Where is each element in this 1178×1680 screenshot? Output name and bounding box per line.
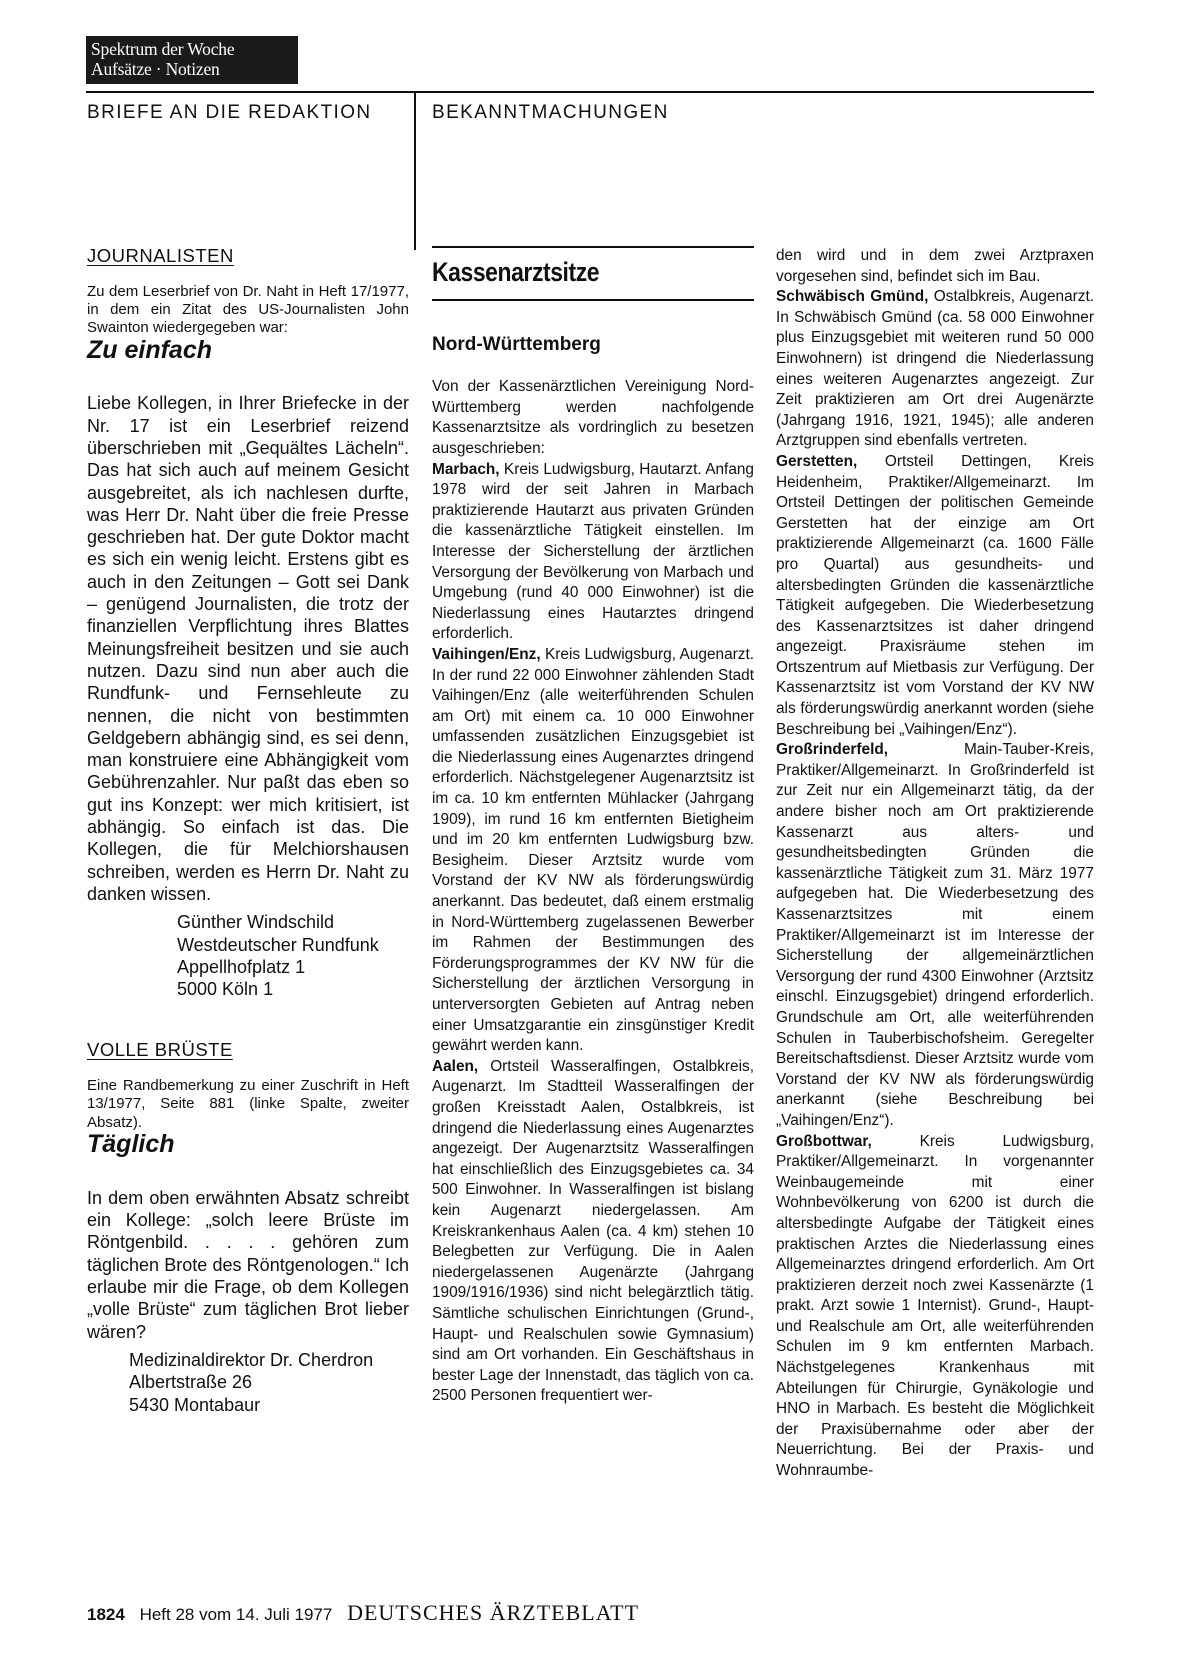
letter2-signature [129, 1349, 409, 1416]
signature-street: Albertstraße 26 [129, 1372, 253, 1393]
region-heading: Nord-Württemberg [432, 333, 601, 355]
notice-entry: Marbach, Kreis Ludwigsburg, Hautarzt. Anfang 1978 wird der seit Jahren in Marbach praktizierende Hautarzt aus privaten Gründen die kassenärztliche Tätigkeit einstellen. Im Interesse der Sicherstellung der ärztlichen Versorgung der Bevölkerung von Marbach und Umgebung (rund 40 000 Einwohner) ist die Niederlassung eines Hautarztes dringend erforderlich. [432, 460, 754, 643]
title-rule-top [432, 246, 754, 248]
rubric-journalisten: JOURNALISTEN [87, 245, 234, 266]
notice-title: Kassenarztsitze [432, 257, 600, 287]
page-number: 1824 [87, 1605, 125, 1624]
rubric-volle-brueste: VOLLE BRÜSTE [87, 1039, 233, 1061]
letter1-title: Zu einfach [87, 335, 213, 364]
notices-column-2 [776, 246, 1094, 1482]
notice-entry: Gerstetten, Ortsteil Dettingen, Kreis Heidenheim, Praktiker/Allgemeinarzt. Im Ortsteil Dettingen der politischen Gemeinde Gerstetten hat der einzige am Ort praktizierende Allgemeinarzt (ca. 1600 Fälle pro Quartal) aus gesundheits- und altersbedingten Gründen die kassenärztliche Tätigkeit aufgegeben. Die Wiederbesetzung des Kassenarztsitzes ist daher dringend angezeigt. Praxisräume stehen im Ortszentrum auf Mietbasis zur Verfügung. Der Kassenarztsitz ist vom Vorstand der KV NW als förderungswürdig anerkannt worden (siehe Beschreibung bei „Vaihingen/Enz“). [776, 452, 1094, 738]
header-divider [414, 91, 416, 250]
letter1-intro: Zu dem Leserbrief von Dr. Naht in Heft 17/1977, in dem ein Zitat des US-Journalisten John Swainton wiedergegeben war: [87, 282, 409, 337]
letter2-intro: Eine Randbemerkung zu einer Zuschrift in Heft 13/1977, Seite 881 (linke Spalte, zweiter Absatz). [87, 1077, 409, 1131]
signature-city: 5430 Montabaur [129, 1394, 261, 1415]
letter1-body: Liebe Kollegen, in Ihrer Briefecke in der Nr. 17 ist ein Leserbrief reizend überschrieben mit „Gequältes Lächeln“. Das hat sich auch auf meinem Gesicht ausgebreitet, als ich nachlesen durfte, was Herr Dr. Naht über die freie Presse geschrieben hat. Der gute Doktor macht es sich ein wenig leicht. Erstens gibt es auch in den Zeitungen – Gott sei Dank – genügend Journalisten, die trotz der finanziellen Verpflichtung ihres Blattes Meinungsfreiheit besitzen und sie auch nutzen. Dazu sind nun aber auch die Rundfunk- und Fernsehleute zu nennen, die nicht von bestimmten Geldgebern abhängig sind, es sei denn, man konstruiere eine Abhängigkeit vom Gebührenzahler. Nur paßt das eben so gut ins Konzept: wer mich kritisiert, ist abhängig. So einfach ist das. Die Kollegen, die für Melchiorshausen schreiben, werden es Herrn Dr. Naht zu danken wissen. [87, 393, 409, 904]
section-tag [86, 36, 298, 84]
publication-name: DEUTSCHES ÄRZTEBLATT [347, 1600, 640, 1625]
section-tag-line2: Aufsätze · Notizen [91, 59, 220, 79]
letters-column [87, 246, 409, 1416]
signature-name: Medizinaldirektor Dr. Cherdron [129, 1349, 374, 1370]
title-rule-bottom [432, 299, 754, 301]
notice-entry: Großbottwar, Kreis Ludwigsburg, Praktiker/Allgemeinarzt. In vorgenannter Weinbaugemeinde mit einer Wohnbevölkerung von 6200 ist durch die altersbedingte Aufgabe der Tätigkeit eines praktischen Arztes die Niederlassung eines Allgemeinarztes dringend erforderlich. Am Ort praktizieren derzeit noch zwei Kassenärzte (1 prakt. Arzt sowie 1 Internist). Grund-, Haupt- und Realschule am Ort, alle weiterführenden Schulen im 9 km entfernten Marbach. Nächstgelegenes Krankenhaus mit Abteilungen für Chirurgie, Gynäkologie und HNO in Marbach. Es besteht die Möglichkeit der Praxisübernahme oder aber der Neuerrichtung. Bei der Praxis- und Wohnraumbe- [776, 1132, 1094, 1480]
letter2-title: Täglich [87, 1130, 175, 1159]
top-rule [86, 91, 1094, 93]
notice-intro: Von der Kassenärztlichen Vereinigung Nord-Württemberg werden nachfolgende Kassenarztsitze als vordringlich zu besetzen ausgeschrieben: [432, 378, 754, 457]
section-heading-letters: BRIEFE AN DIE REDAKTION [87, 102, 372, 123]
issue-info: Heft 28 vom 14. Juli 1977 [139, 1605, 333, 1624]
signature-street: Appellhofplatz 1 [177, 956, 306, 977]
notice-entry: Aalen, Ortsteil Wasseralfingen, Ostalbkreis, Augenarzt. Im Stadtteil Wasseralfingen der großen Kreisstadt Aalen, Ostalbkreis, ist dringend die Niederlassung eines Augenarztes angezeigt. Der Augenarztsitz Wasseralfingen hat einschließlich des Einzugsgebietes ca. 34 500 Einwohner. In Wasseralfingen ist bislang kein Augenarzt niedergelassen. Am Kreiskrankenhaus Aalen (ca. 4 km) stehen 10 Belegbetten zur Verfügung. Die in Aalen niedergelassenen Augenärzte (Jahrgang 1909/1916/1936) sind nicht belegärztlich tätig. Sämtliche schulischen Einrichtungen (Grund-, Haupt- und Realschulen sowie Gymnasium) sind am Ort vorhanden. Ein Geschäftshaus in bester Lage der Innenstadt, das täglich von ca. 2500 Personen frequentiert wer- [432, 1057, 754, 1405]
signature-city: 5000 Köln 1 [177, 979, 274, 1000]
notice-entry: Großrinderfeld, Main-Tauber-Kreis, Praktiker/Allgemeinarzt. In Großrinderfeld ist zur Zeit nur ein Allgemeinarzt tätig, da der andere bisher noch am Ort praktizierende Kassenarzt aus alters- und gesundheitsbedingten Gründen die kassenärztliche Tätigkeit zum 31. März 1977 aufgegeben hat. Die Wiederbesetzung des Kassenarztsitzes mit einem Praktiker/Allgemeinarzt ist im Interesse der Sicherstellung der allgemeinärztlichen Versorgung der rund 4300 Einwohner (Arztsitz einschl. Einzugsgebiet) dringend erforderlich. Grundschule am Ort, alle weiterführenden Schulen in Tauberbischofsheim. Geregelter Bereitschaftsdienst. Dieser Arztsitz wurde vom Vorstand der KV NW als förderungswürdig anerkannt (siehe Beschreibung bei „Vaihingen/Enz“). [776, 741, 1094, 1129]
letter1-signature [177, 911, 409, 1000]
signature-name: Günther Windschild [177, 912, 335, 933]
signature-affiliation: Westdeutscher Rundfunk [177, 934, 379, 955]
letter2-body: In dem oben erwähnten Absatz schreibt ein Kollege: „solch leere Brüste im Röntgenbild. . . . . gehören zum täglichen Brote des Röntgenologen.“ Ich erlaube mir die Frage, ob dem Kollegen „volle Brüste“ zum täglichen Brot lieber wären? [87, 1187, 409, 1342]
section-heading-notices: BEKANNTMACHUNGEN [432, 102, 669, 123]
notice-entry: Vaihingen/Enz, Kreis Ludwigsburg, Augenarzt. In der rund 22 000 Einwohner zählenden Stadt Vaihingen/Enz (alle weiterführenden Schulen am Ort) mit einem ca. 10 000 Einwohner umfassenden zusätzlichen Einzugsgebiet ist die Niederlassung eines Augenarztes dringend erforderlich. Nächstgelegener Augenarztsitz ist im ca. 10 km entfernten Mühlacker (Jahrgang 1909), im rund 16 km entfernten Bietigheim und im 20 km entfernten Ludwigsburg bzw. Besigheim. Dieser Arztsitz wurde vom Vorstand der KV NW als förderungswürdig anerkannt. Das bedeutet, daß einem erstmalig in Nord-Württemberg zugelassenen Bewerber im Rahmen der Bestimmungen des Förderungsprogrammes der KV NW für die Sicherstellung der ärztlichen Versorgung in unterversorgten Gebieten auf Antrag neben einer Umsatzgarantie ein zinsgünstiger Kredit gewährt werden kann. [432, 645, 754, 1055]
page-footer [87, 1600, 639, 1626]
notices-column-1 [432, 246, 754, 1407]
notice-continuation: den wird und in dem zwei Arztpraxen vorgesehen sind, befindet sich im Bau. [776, 247, 1094, 285]
section-tag-line1: Spektrum der Woche [91, 39, 235, 59]
notice-entry: Schwäbisch Gmünd, Ostalbkreis, Augenarzt. In Schwäbisch Gmünd (ca. 58 000 Einwohner plus Einzugsgebiet mit weiteren rund 50 000 Einwohnern) ist dringend die Niederlassung eines weiteren Augenarztes angezeigt. Zur Zeit praktizieren am Ort drei Augenärzte (Jahrgang 1916, 1921, 1945); alle anderen Arztgruppen sind ebenfalls vertreten. [776, 288, 1094, 450]
